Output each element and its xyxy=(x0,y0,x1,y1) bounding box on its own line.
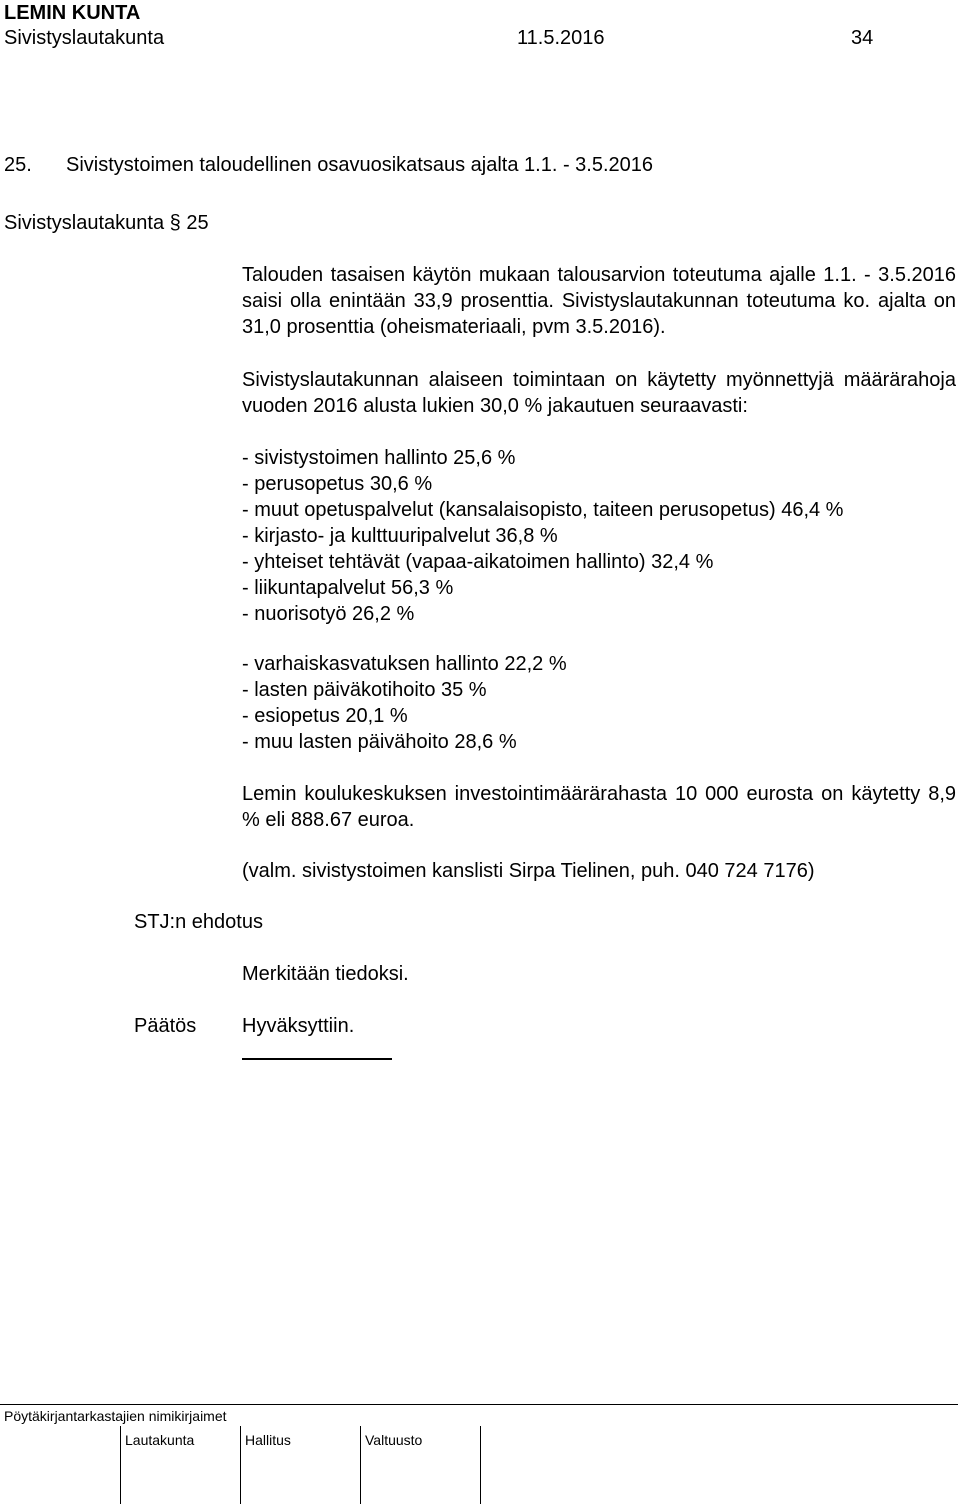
paragraph-investment xyxy=(242,781,956,833)
section-number: 25. xyxy=(4,154,32,176)
footer-column-board: Lautakunta xyxy=(125,1432,195,1448)
header-date: 11.5.2016 xyxy=(517,27,605,49)
list-education-services xyxy=(242,445,956,627)
paragraph-2-text: Sivistyslautakunnan alaiseen toimintaan on käytetty myönnettyjä määrärahoja vuoden 2016 alusta lukien 30,0 % jakautuen seuraavasti: xyxy=(242,369,956,417)
paragraph-appropriations xyxy=(242,367,956,419)
section-title-row xyxy=(4,152,653,178)
paragraph-1-text: Talouden tasaisen käytön mukaan talousarvion toteutuma ajalle 1.1. - 3.5.2016 saisi olla enintään 33,9 prosenttia. Sivistyslautakunnan toteutuma ko. ajalta on 31,0 prosenttia (oheismateriaali, pvm 3.5.2016). xyxy=(242,264,956,338)
header-board-name: Sivistyslautakunta xyxy=(4,27,165,49)
section-title: Sivistystoimen taloudellinen osavuosikatsaus ajalta 1.1. - 3.5.2016 xyxy=(66,154,654,176)
organization-name: LEMIN KUNTA xyxy=(4,2,141,24)
footer-initials-label: Pöytäkirjantarkastajien nimikirjaimet xyxy=(4,1408,227,1424)
list-early-childhood xyxy=(242,651,956,755)
footer-divider xyxy=(0,1404,958,1405)
list-item: - perusopetus 30,6 % xyxy=(242,473,433,495)
list-item: - yhteiset tehtävät (vapaa-aikatoimen hallinto) 32,4 % xyxy=(242,551,714,573)
footer-box-divider xyxy=(120,1426,121,1504)
footer-box-divider xyxy=(360,1426,361,1504)
preparer-note xyxy=(242,858,956,884)
board-reference: Sivistyslautakunta § 25 xyxy=(4,212,209,234)
page-number: 34 xyxy=(851,27,874,49)
list-item: - muu lasten päivähoito 28,6 % xyxy=(242,731,517,753)
decision-label: Päätös xyxy=(134,1015,197,1037)
proposal-text: Merkitään tiedoksi. xyxy=(242,963,409,985)
paragraph-3-text: Lemin koulukeskuksen investointimäärärahasta 10 000 eurosta on käytetty 8,9 % eli 888.67 euroa. xyxy=(242,783,956,831)
decision-underline xyxy=(242,1058,392,1060)
list-item: - kirjasto- ja kulttuuripalvelut 36,8 % xyxy=(242,525,558,547)
list-item: - nuorisotyö 26,2 % xyxy=(242,603,415,625)
decision-text: Hyväksyttiin. xyxy=(242,1015,355,1037)
list-item: - sivistystoimen hallinto 25,6 % xyxy=(242,447,516,469)
paragraph-budget-realization xyxy=(242,262,956,340)
proposal-label: STJ:n ehdotus xyxy=(134,911,263,933)
list-item: - muut opetuspalvelut (kansalaisopisto, taiteen perusopetus) 46,4 % xyxy=(242,499,844,521)
list-item: - liikuntapalvelut 56,3 % xyxy=(242,577,454,599)
list-item: - esiopetus 20,1 % xyxy=(242,705,408,727)
footer-box-divider xyxy=(480,1426,481,1504)
list-item: - varhaiskasvatuksen hallinto 22,2 % xyxy=(242,653,567,675)
preparer-text: (valm. sivistystoimen kanslisti Sirpa Tielinen, puh. 040 724 7176) xyxy=(242,860,815,882)
footer-column-council: Valtuusto xyxy=(365,1432,423,1448)
list-item: - lasten päiväkotihoito 35 % xyxy=(242,679,487,701)
footer-box-divider xyxy=(240,1426,241,1504)
footer-column-government: Hallitus xyxy=(245,1432,291,1448)
